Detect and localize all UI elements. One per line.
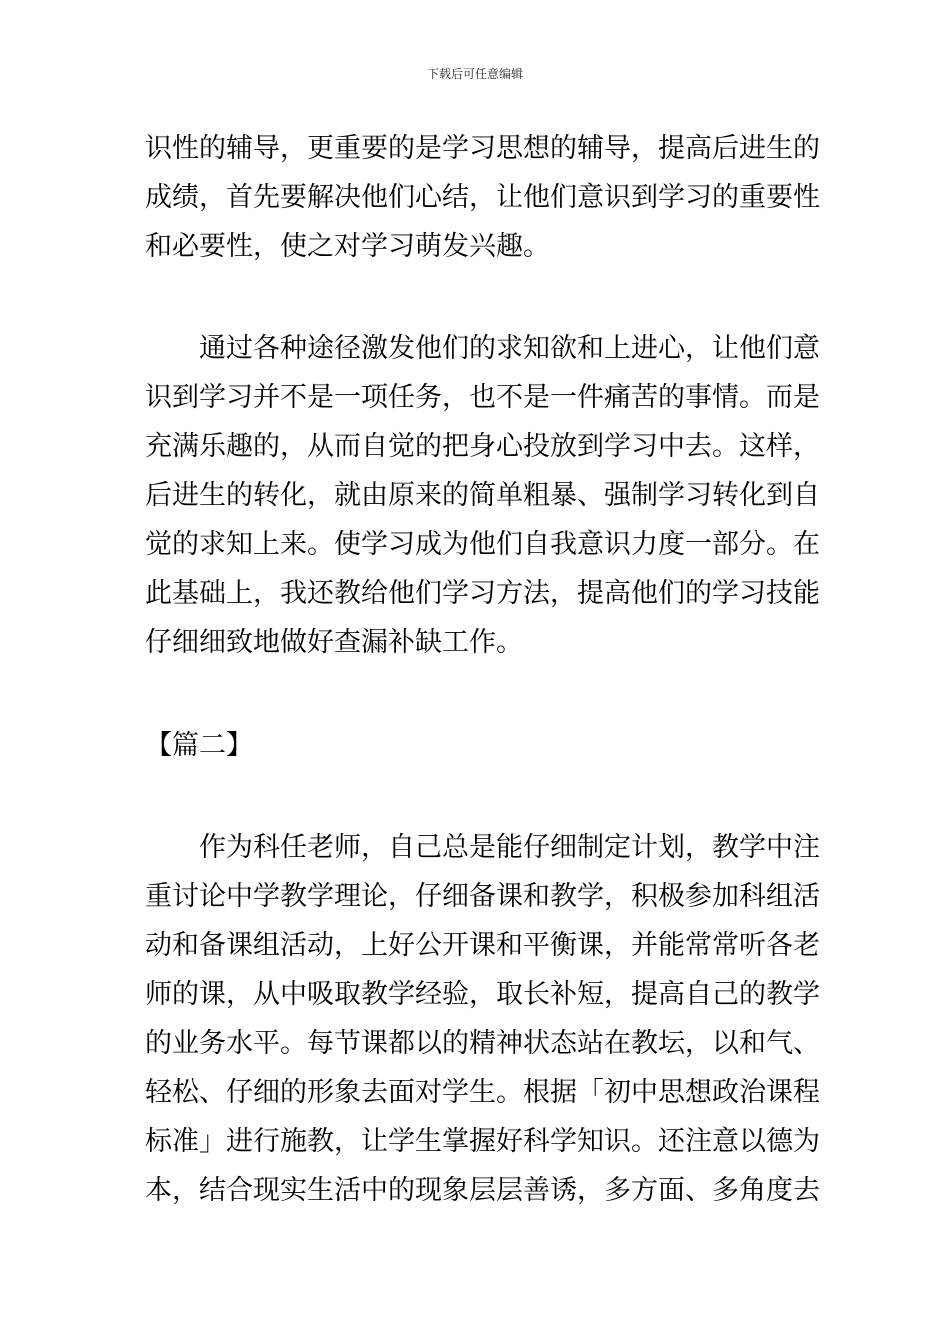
paragraph-line: 通过各种途径激发他们的求知欲和上进心，让他们意 bbox=[145, 333, 820, 364]
paragraph-line: 的业务水平。每节课都以的精神状态站在教坛，以和气、 bbox=[145, 1028, 820, 1059]
paragraph-line: 成绩，首先要解决他们心结，让他们意识到学习的重要性 bbox=[145, 182, 820, 213]
paragraph-line: 仔细细致地做好查漏补缺工作。 bbox=[145, 627, 523, 658]
paragraph-line: 充满乐趣的，从而自觉的把身心投放到学习中去。这样， bbox=[145, 431, 820, 462]
paragraph-line: 和必要性，使之对学习萌发兴趣。 bbox=[145, 231, 550, 262]
paragraph-line: 动和备课组活动，上好公开课和平衡课，并能常常听各老 bbox=[145, 930, 820, 961]
paragraph-line: 后进生的转化，就由原来的简单粗暴、强制学习转化到自 bbox=[145, 480, 820, 511]
paragraph-line: 重讨论中学教学理论，仔细备课和教学，积极参加科组活 bbox=[145, 881, 820, 912]
paragraph-line: 觉的求知上来。使学习成为他们自我意识力度一部分。在 bbox=[145, 529, 820, 560]
paragraph-line: 标准」进行施教，让学生掌握好科学知识。还注意以德为 bbox=[145, 1126, 820, 1157]
paragraph-line: 作为科任老师，自己总是能仔细制定计划，教学中注 bbox=[145, 832, 820, 863]
paragraph-line: 师的课，从中吸取教学经验，取长补短，提高自己的教学 bbox=[145, 979, 820, 1010]
section-heading: 【篇二】 bbox=[145, 730, 253, 761]
paragraph-line: 识到学习并不是一项任务，也不是一件痛苦的事情。而是 bbox=[145, 382, 820, 413]
paragraph-line: 轻松、仔细的形象去面对学生。根据「初中思想政治课程 bbox=[145, 1077, 820, 1108]
paragraph-line: 识性的辅导，更重要的是学习思想的辅导，提高后进生的 bbox=[145, 133, 820, 164]
paragraph-line: 本，结合现实生活中的现象层层善诱，多方面、多角度去 bbox=[145, 1175, 820, 1206]
page-header: 下载后可任意编辑 bbox=[426, 67, 523, 81]
paragraph-line: 此基础上，我还教给他们学习方法，提高他们的学习技能 bbox=[145, 578, 820, 609]
